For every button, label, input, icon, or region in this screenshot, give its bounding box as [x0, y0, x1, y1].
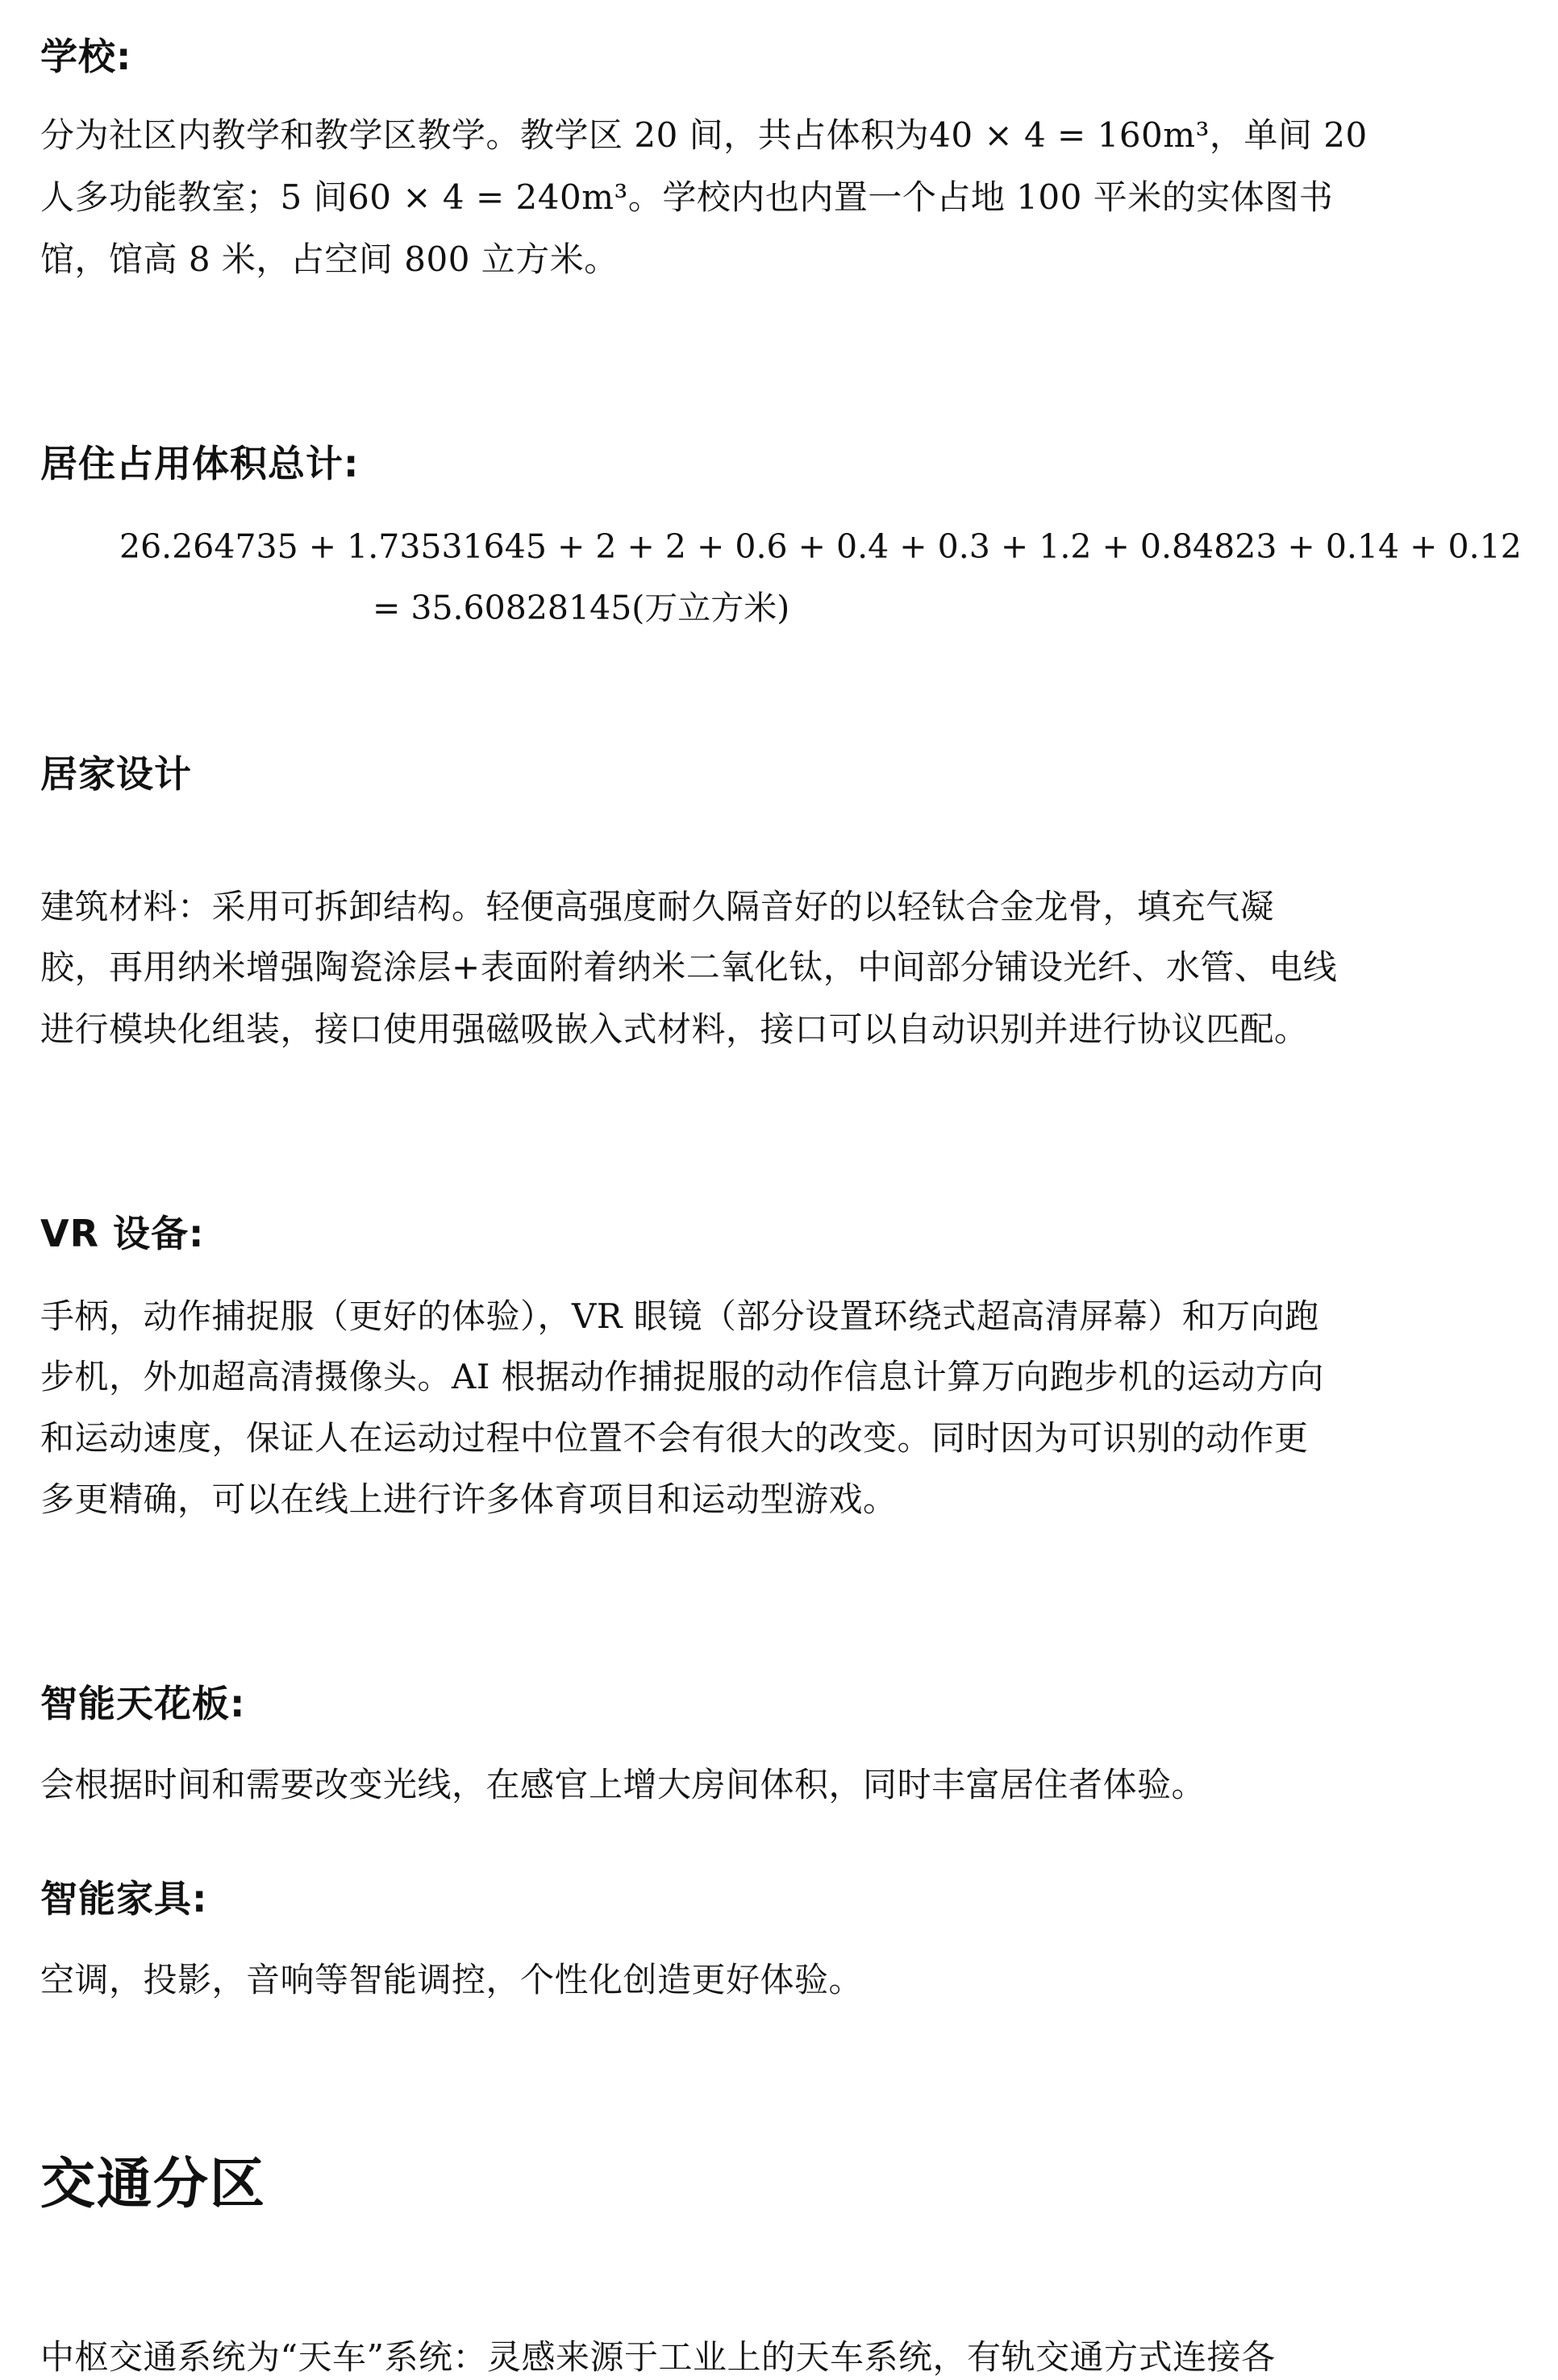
- volume-equation-line-2: = 35.60828145(万立方米): [373, 589, 790, 627]
- home-design-line-2: 胶，再用纳米增强陶瓷涂层+表面附着纳米二氧化钛，中间部分铺设光纤、水管、电线: [40, 947, 1338, 987]
- school-line-1: 分为社区内教学和教学区教学。教学区 20 间，共占体积为40 × 4 = 160m³，单间 20: [40, 115, 1368, 155]
- vr-line-3: 和运动速度，保证人在运动过程中位置不会有很大的改变。同时因为可识别的动作更: [40, 1418, 1309, 1458]
- volume-total-heading: 居住占用体积总计:: [40, 442, 360, 485]
- vr-line-2: 步机，外加超高清摄像头。AI 根据动作捕捉服的动作信息计算万向跑步机的运动方向: [40, 1357, 1324, 1396]
- school-line-2b: 馆，馆高 8 米，占空间 800 立方米。: [40, 239, 619, 279]
- home-design-line-3: 进行模块化组装，接口使用强磁吸嵌入式材料，接口可以自动识别并进行协议匹配。: [40, 1009, 1309, 1049]
- smart-ceiling-line: 会根据时间和需要改变光线，在感官上增大房间体积，同时丰富居住者体验。: [40, 1765, 1206, 1804]
- traffic-section-heading: 交通分区: [40, 2153, 267, 2216]
- vr-heading: VR 设备:: [40, 1212, 205, 1255]
- volume-equation-line-1: 26.264735 + 1.73531645 + 2 + 2 + 0.6 + 0.4 + 0.3 + 1.2 + 0.84823 + 0.14 + 0.12: [119, 527, 1522, 566]
- vr-line-1: 手柄，动作捕捉服（更好的体验），VR 眼镜（部分设置环绕式超高清屏幕）和万向跑: [40, 1296, 1319, 1336]
- school-heading: 学校:: [40, 35, 132, 78]
- home-design-heading: 居家设计: [40, 752, 192, 796]
- smart-furniture-heading: 智能家具:: [40, 1877, 208, 1920]
- traffic-line-1: 中枢交通系统为“天车”系统：灵感来源于工业上的天车系统，有轨交通方式连接各: [40, 2337, 1276, 2377]
- smart-ceiling-heading: 智能天花板:: [40, 1682, 246, 1725]
- smart-furniture-line: 空调，投影，音响等智能调控，个性化创造更好体验。: [40, 1960, 864, 1999]
- school-line-2: 人多功能教室；5 间60 × 4 = 240m³。学校内也内置一个占地 100 平米的实体图书: [40, 177, 1334, 217]
- vr-line-4: 多更精确，可以在线上进行许多体育项目和运动型游戏。: [40, 1479, 898, 1519]
- home-design-line-1: 建筑材料：采用可拆卸结构。轻便高强度耐久隔音好的以轻钛合金龙骨，填充气凝: [40, 887, 1275, 926]
